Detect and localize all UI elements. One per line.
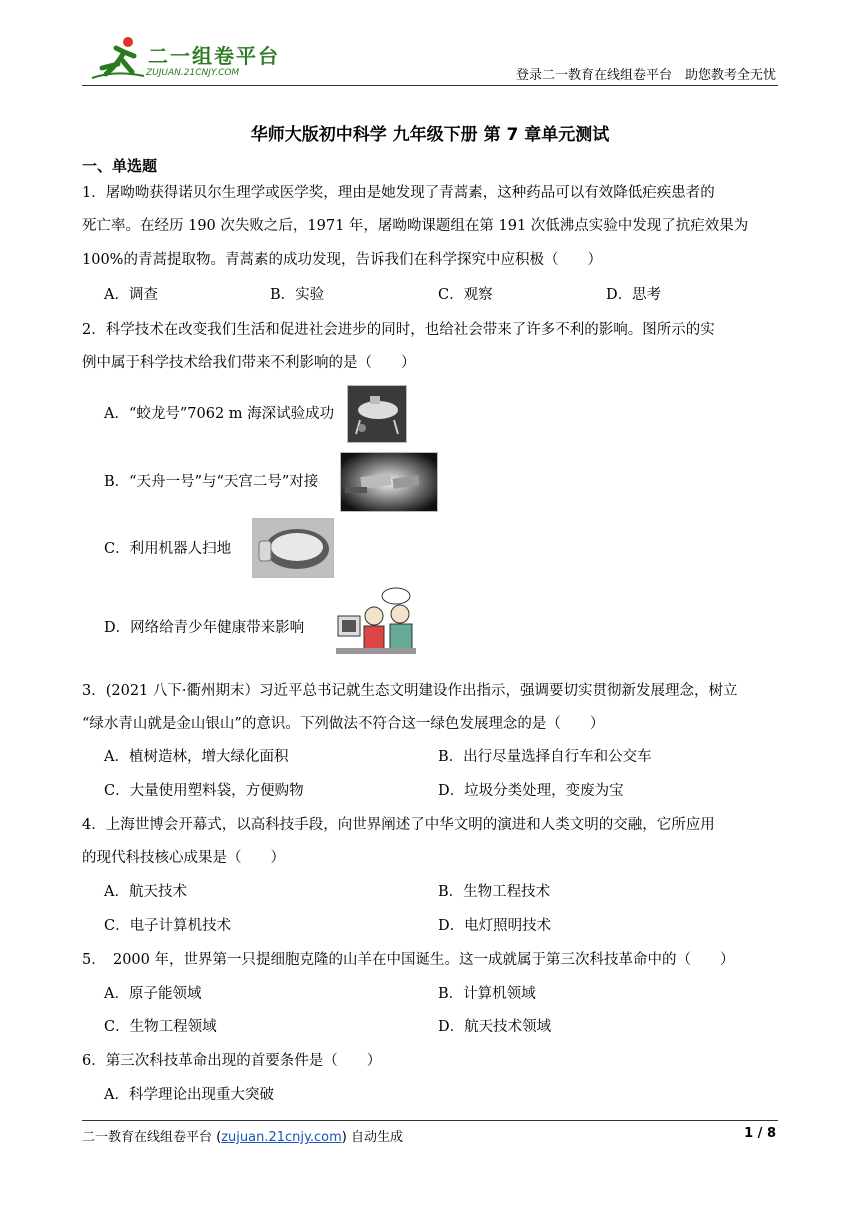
- q4-option-b[interactable]: B．生物工程技术: [438, 884, 551, 900]
- logo-url: ZUJUAN.21CNJY.COM: [146, 68, 240, 78]
- footer-source: [82, 1126, 403, 1145]
- q2-option-c[interactable]: C．利用机器人扫地: [104, 541, 232, 557]
- q5-option-a[interactable]: A．原子能领域: [104, 986, 202, 1002]
- teen-internet-cartoon-image: [334, 586, 418, 662]
- q1-option-c[interactable]: C．观察: [438, 287, 493, 303]
- q4-line-2: 的现代科技核心成果是（ ）: [82, 850, 285, 866]
- q5-line-1: 5． 2000 年，世界第一只提细胞克隆的山羊在中国诞生。这一成就属于第三次科技革命中的（ ）: [82, 952, 735, 968]
- robot-vacuum-image: [252, 518, 334, 578]
- footer-link[interactable]: zujuan.21cnjy.com: [221, 1130, 342, 1145]
- q2-option-b[interactable]: B．“天舟一号”与“天宫二号”对接: [104, 474, 319, 490]
- q3-option-c[interactable]: C．大量使用塑料袋，方便购物: [104, 783, 304, 799]
- q3-line-1: 3．(2021 八下·衢州期末）习近平总书记就生态文明建设作出指示，强调要切实贯彻新发展理念，树立: [82, 683, 738, 699]
- q5-option-d[interactable]: D．航天技术领域: [438, 1019, 552, 1035]
- q2-option-d[interactable]: D．网络给青少年健康带来影响: [104, 620, 305, 636]
- runner-logo-icon: [88, 34, 148, 82]
- q1-line-3: 100%的青蒿提取物。青蒿素的成功发现，告诉我们在科学探究中应积极（ ）: [82, 252, 602, 268]
- section-title: 一、单选题: [82, 157, 158, 175]
- page-number: 1 / 8: [744, 1126, 776, 1141]
- submarine-image: [347, 385, 407, 443]
- q1-option-a[interactable]: A．调查: [104, 287, 158, 303]
- q4-option-a[interactable]: A．航天技术: [104, 884, 187, 900]
- footer-prefix: 二一教育在线组卷平台 (: [82, 1130, 222, 1145]
- q3-option-d[interactable]: D．垃圾分类处理，变废为宝: [438, 783, 624, 799]
- q1-line-2: 死亡率。在经历 190 次失败之后，1971 年，屠呦呦课题组在第 191 次低沸点实验中发现了抗疟效果为: [82, 218, 749, 234]
- q5-option-b[interactable]: B．计算机领域: [438, 986, 536, 1002]
- q4-option-c[interactable]: C．电子计算机技术: [104, 918, 232, 934]
- q2-option-a[interactable]: A．“蛟龙号”7062 m 海深试验成功: [104, 406, 335, 422]
- spacecraft-docking-image: [340, 452, 438, 512]
- q2-line-2: 例中属于科学技术给我们带来不利影响的是（ ）: [82, 355, 416, 371]
- q3-option-a[interactable]: A．植树造林，增大绿化面积: [104, 749, 289, 765]
- header-slogan: 登录二一教育在线组卷平台 助您教考全无忧: [515, 68, 776, 83]
- footer-divider: [82, 1120, 778, 1121]
- logo-name: 二一组卷平台: [148, 44, 280, 68]
- footer-suffix: ) 自动生成: [341, 1130, 403, 1145]
- q1-option-b[interactable]: B．实验: [270, 287, 325, 303]
- q3-line-2: “绿水青山就是金山银山”的意识。下列做法不符合这一绿色发展理念的是（ ）: [82, 716, 605, 732]
- page-title: 华师大版初中科学 九年级下册 第 7 章单元测试: [250, 125, 610, 145]
- q4-option-d[interactable]: D．电灯照明技术: [438, 918, 552, 934]
- q6-option-a[interactable]: A．科学理论出现重大突破: [104, 1087, 274, 1103]
- q4-line-1: 4．上海世博会开幕式，以高科技手段，向世界阐述了中华文明的演进和人类文明的交融，它所应用: [82, 817, 715, 833]
- header-divider: [82, 85, 778, 86]
- q5-option-c[interactable]: C．生物工程领域: [104, 1019, 217, 1035]
- q3-option-b[interactable]: B．出行尽量选择自行车和公交车: [438, 749, 652, 765]
- q6-line-1: 6．第三次科技革命出现的首要条件是（ ）: [82, 1053, 382, 1069]
- q2-line-1: 2．科学技术在改变我们生活和促进社会进步的同时，也给社会带来了许多不利的影响。图所示的实: [82, 322, 715, 338]
- q1-option-d[interactable]: D．思考: [606, 287, 662, 303]
- q1-line-1: 1．屠呦呦获得诺贝尔生理学或医学奖，理由是她发现了青蒿素，这种药品可以有效降低疟疾患者的: [82, 185, 715, 201]
